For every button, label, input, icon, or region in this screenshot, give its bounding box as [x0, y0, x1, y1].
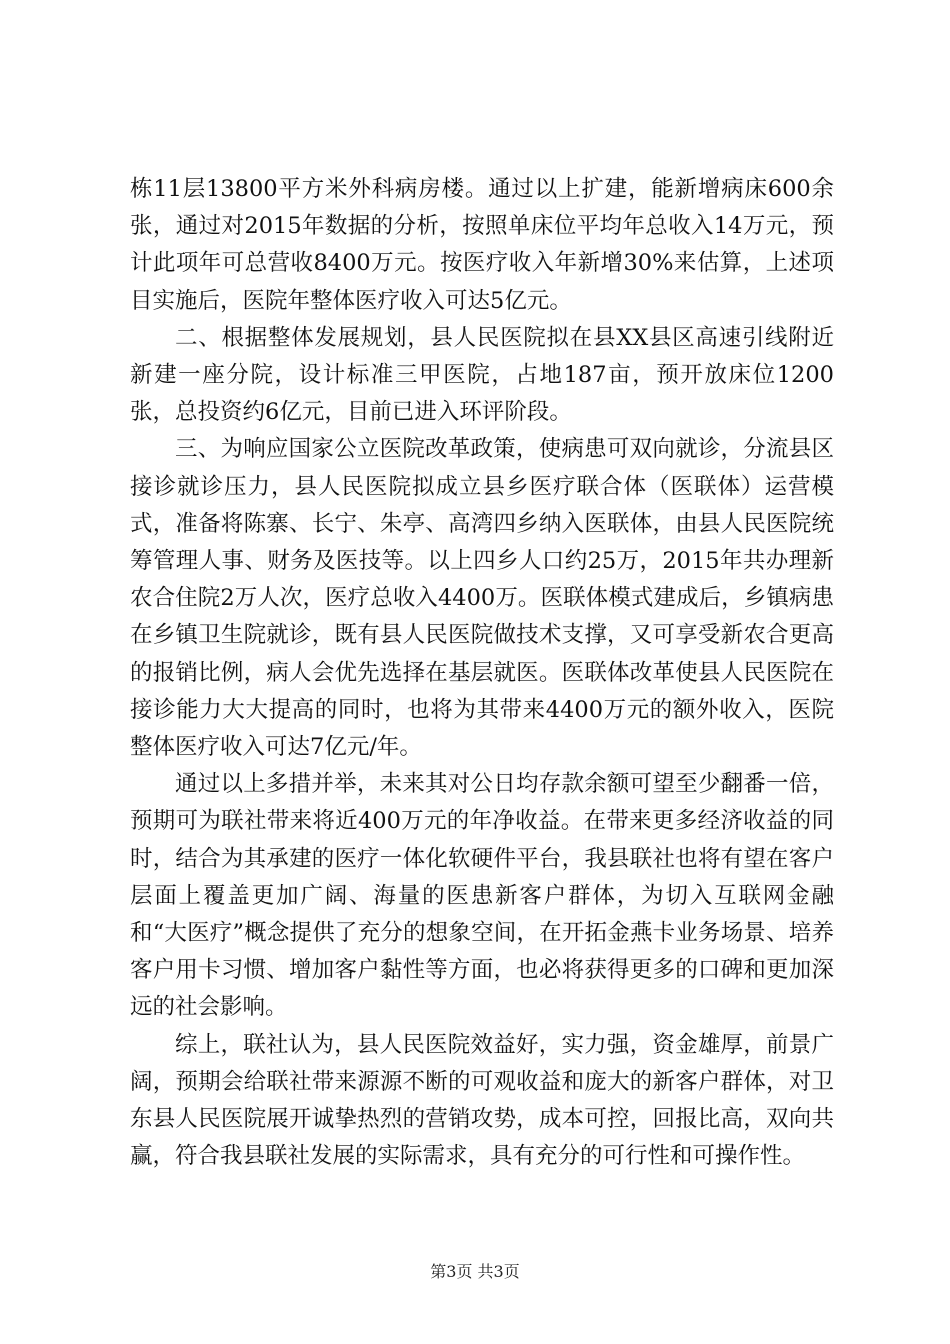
paragraph-3: 三、为响应国家公立医院改革政策，使病患可双向就诊，分流县区接诊就诊压力，县人民医院拟成立县乡医疗联合体（医联体）运营模式，准备将陈寨、长宁、朱亭、高湾四乡纳入医联体，由县人民医院统筹管理人事、财务及医技等。以上四乡人口约25万，2015年共办理新农合住院2万人次，医疗总收入4400万。医联体模式建成后，乡镇病患在乡镇卫生院就诊，既有县人民医院做技术支撑，又可享受新农合更高的报销比例，病人会优先选择在基层就医。医联体改革使县人民医院在接诊能力大大提高的同时，也将为其带来4400万元的额外收入，医院整体医疗收入可达7亿元/年。 — [130, 436, 834, 761]
document-body — [130, 171, 834, 1175]
paragraph-4: 通过以上多措并举，未来其对公日均存款余额可望至少翻番一倍，预期可为联社带来将近400万元的年净收益。在带来更多经济收益的同时，结合为其承建的医疗一体化软硬件平台，我县联社也将有望在客户层面上覆盖更加广阔、海量的医患新客户群体，为切入互联网金融和“大医疗”概念提供了充分的想象空间，在开拓金燕卡业务场景、培养客户用卡习惯、增加客户黏性等方面，也必将获得更多的口碑和更加深远的社会影响。 — [130, 771, 834, 1021]
paragraph-2: 二、根据整体发展规划，县人民医院拟在县XX县区高速引线附近新建一座分院，设计标准三甲医院，占地187亩，预开放床位1200张，总投资约6亿元，目前已进入环评阶段。 — [130, 324, 834, 426]
page-footer: 第3页 共3页 — [430, 1262, 520, 1281]
paragraph-1: 栋11层13800平方米外科病房楼。通过以上扩建，能新增病床600余张，通过对2015年数据的分析，按照单床位平均年总收入14万元，预计此项年可总营收8400万元。按医疗收入年新增30%来估算，上述项目实施后，医院年整体医疗收入可达5亿元。 — [130, 176, 834, 314]
paragraph-5: 综上，联社认为，县人民医院效益好，实力强，资金雄厚，前景广阔，预期会给联社带来源源不断的可观收益和庞大的新客户群体，对卫东县人民医院展开诚挚热烈的营销攻势，成本可控，回报比高，双向共赢，符合我县联社发展的实际需求，具有充分的可行性和可操作性。 — [130, 1031, 834, 1170]
